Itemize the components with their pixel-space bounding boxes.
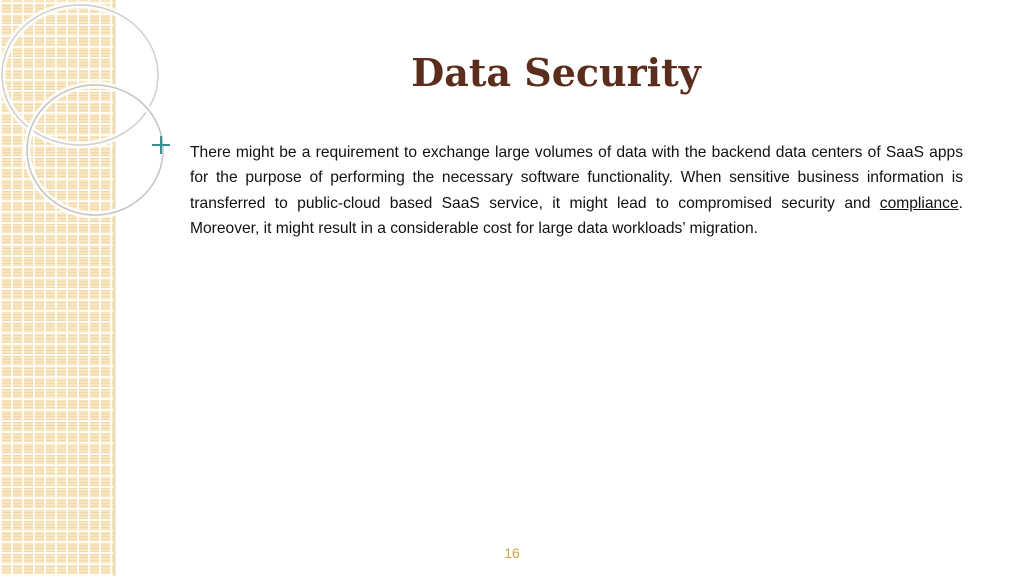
decorative-ring-outer-shadow bbox=[2, 5, 158, 145]
bullet-text-part-2: . Moreover, it might result in a considerable cost for large data workloads’ migration. bbox=[190, 194, 963, 238]
decorative-rings bbox=[0, 0, 200, 230]
bullet-paragraph bbox=[190, 140, 963, 242]
slide-title: Data Security bbox=[411, 50, 701, 95]
bullet-text-part-1: There might be a requirement to exchange large volumes of data with the backend data centers of SaaS apps for the purpose of performing the necessary software functionality. When sensitive business information is transferred to public-cloud based SaaS service, it might lead to compromised security and bbox=[190, 144, 963, 212]
compliance-link[interactable]: compliance bbox=[879, 194, 959, 212]
page-number: 16 bbox=[504, 545, 520, 561]
plus-bullet-icon bbox=[150, 134, 172, 156]
decorative-ring-inner-shadow bbox=[27, 85, 163, 215]
